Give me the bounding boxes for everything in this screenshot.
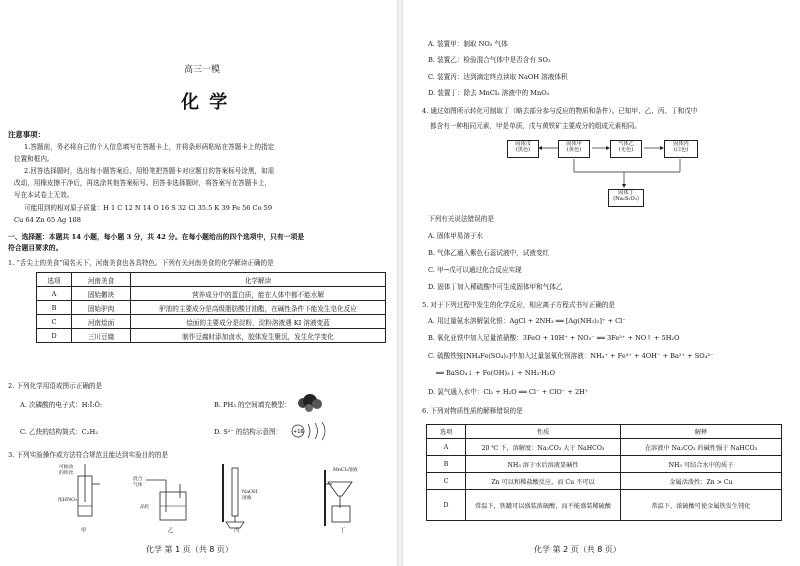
- question-2-option-c: C. 乙炔的结构简式：C₂H₂: [20, 428, 98, 436]
- table-cell: D: [37, 329, 72, 343]
- table-row: [427, 456, 782, 473]
- question-3-option-c: C. 装置丙：达到滴定终点读取 NaOH 溶液体积: [428, 73, 568, 81]
- question-4-prompt: 下列有关说法错误的是: [428, 215, 494, 223]
- apparatus-label: MnCl₂溶液: [333, 468, 358, 473]
- question-1-table: [36, 272, 386, 343]
- question-6-stem: 6. 下列对物质性质的解释错误的是: [422, 407, 523, 415]
- table-cell: C: [427, 473, 466, 490]
- table-row: [427, 473, 782, 490]
- table-header: 化学解读: [131, 273, 386, 287]
- notice-line: 改动，用橡皮擦干净后，再选涂其他答案标号。回答非选择题时，将答案写在答题卡上，: [14, 179, 272, 187]
- table-cell: 三川豆腐: [72, 329, 131, 343]
- table-row: [37, 287, 386, 301]
- notice-line: 1.答题前，务必将自己的个人信息填写在答题卡上，并将条形码粘贴在答题卡上的指定: [24, 143, 275, 151]
- table-header: 性质: [466, 425, 621, 439]
- question-4-stem: 4. 通过如图所示转化可制取丁（略去部分参与反应的物质和条件）。已知甲、乙、丙、丁和戊中: [422, 107, 698, 115]
- notice-line: 位置和框内。: [14, 155, 54, 163]
- table-cell: 河南烩面: [72, 315, 131, 329]
- table-row: [427, 490, 782, 521]
- exam-subtitle: 高三一模: [184, 65, 221, 75]
- question-2-stem: 2. 下列化学用语或图示正确的是: [8, 382, 103, 390]
- table-cell: C: [37, 315, 72, 329]
- apparatus-name-jia: 甲: [81, 528, 87, 534]
- section-heading-cont: 符合题目要求的。: [8, 244, 63, 252]
- apparatus-name-yi: 乙: [168, 528, 174, 534]
- table-row: [37, 315, 386, 329]
- experiment-apparatus-figure: [40, 462, 370, 530]
- question-3-option-d: D. 装置丁：除去 MnCl₂ 溶液中的 MnO₂: [428, 89, 550, 97]
- atomic-masses: 可能用到的相对原子质量：H 1 C 12 N 14 O 16 S 32 Cl 35.5 K 39 Fe 56 Co 59: [24, 204, 273, 212]
- flow-box-bing: 固体丙 (白色): [664, 140, 698, 158]
- question-2-option-a: A. 次磷酸的电子式：H:Ï:Ö:: [20, 401, 103, 409]
- apparatus-label: 溶液: [242, 496, 252, 501]
- question-4-option-c: C. 甲→戊可以通过化合反应实现: [428, 266, 522, 274]
- table-cell: NH₃ 可结合水中的质子: [621, 456, 782, 473]
- table-cell: 20 ℃ 下，溶解度：Na₂CO₃ 大于 NaHCO₃: [466, 439, 621, 456]
- question-6-table: [426, 424, 782, 521]
- flow-box-ding: 固体丁 (Na₂S₂O₃): [608, 189, 644, 207]
- question-5-option-c-cont: ══ BaSO₄↓ + Fe(OH)₃↓ + NH₃·H₂O: [436, 369, 555, 377]
- table-cell: 金属活泼性：Zn > Cu: [621, 473, 782, 490]
- table-header: 选项: [37, 273, 72, 287]
- question-5-stem: 5. 对于下列过程中发生的化学反应，相应离子方程式书写正确的是: [422, 301, 616, 309]
- question-5-option-c: C. 硫酸铁铵[NH₄Fe(SO₄)₂]中加入过量氢氧化钡溶液：NH₄⁺ + Fe³⁺ + 4OH⁻ + Ba²⁺ + SO₄²⁻: [428, 352, 714, 360]
- flow-box-jia: 固体甲 (黄色): [558, 140, 590, 158]
- apparatus-name-bing: 丙: [234, 528, 240, 534]
- page-footer: 化学 第 2 页（共 8 页）: [534, 545, 621, 554]
- table-row: [37, 329, 386, 343]
- question-2-option-d: D. S²⁻ 的结构示意图：: [214, 428, 283, 436]
- exam-title: 化 学: [181, 92, 230, 113]
- table-header: 选项: [427, 425, 466, 439]
- question-1-stem: 1. “舌尖上的美食”闻名天下，河南美食也各具特色。下列有关河南美食的化学解读正确的是: [8, 259, 274, 267]
- page-footer: 化学 第 1 页（共 8 页）: [146, 545, 233, 554]
- apparatus-label: 浓HNO₃: [58, 498, 78, 503]
- question-4-stem-cont: 都含有一种相同元素，甲是单质，戊与黄铁矿主要成分的组成元素相同。: [430, 122, 641, 130]
- apparatus-label: 混合: [133, 477, 143, 482]
- notice-line: 写在本试卷上无效。: [14, 191, 74, 199]
- table-cell: A: [427, 439, 466, 456]
- question-4-option-a: A. 固体甲易溶于水: [428, 232, 484, 240]
- table-cell: A: [37, 287, 72, 301]
- table-header: 河南美食: [72, 273, 131, 287]
- table-cell: B: [427, 456, 466, 473]
- page-fold: [397, 0, 403, 566]
- notice-heading: 注意事项：: [8, 130, 45, 139]
- question-4-option-b: B. 气体乙通入紫色石蕊试液中，试液变红: [428, 249, 550, 257]
- table-header: 解释: [621, 425, 782, 439]
- table-cell: 烩面的主要成分是淀粉，淀粉溶液遇 KI 溶液变蓝: [131, 315, 386, 329]
- question-3-stem: 3. 下列实验操作或方法符合规范且能达到实验目的的是: [8, 451, 169, 459]
- table-cell: 驴油的主要成分是高级脂肪酸甘油酯，在碱性条件下能发生皂化反应: [131, 301, 386, 315]
- notice-line: 2.回答选择题时，选出每小题答案后，用铅笔把答题卡对应题目的答案标号涂黑，如需: [24, 167, 275, 175]
- exam-page-1: [0, 0, 396, 566]
- question-3-option-b: B. 装置乙：检验混合气体中是否含有 SO₂: [428, 56, 551, 64]
- question-5-option-a: A. 用过量氨水溶解氯化银：AgCl + 2NH₃ ══ [Ag(NH₃)₂]⁺ + Cl⁻: [428, 317, 626, 325]
- table-cell: D: [427, 490, 466, 521]
- question-4-option-d: D. 固体丁加入稀硫酸中可生成固体甲和气体乙: [428, 283, 563, 291]
- question-5-option-b: B. 氧化亚铁中加入足量浓硝酸：3FeO + 10H⁺ + NO₃⁻ ══ 3Fe³⁺ + NO↑ + 5H₂O: [428, 334, 680, 342]
- table-cell: 在溶液中 Na₂CO₃ 的碱性强于 NaHCO₃: [621, 439, 782, 456]
- apparatus-label: NaOH: [242, 490, 258, 495]
- apparatus-label: 的铁丝: [59, 471, 74, 476]
- table-row: [37, 301, 386, 315]
- flow-box-yi: 气体乙 (无色): [610, 140, 642, 158]
- table-cell: 营养成分中的蛋白质，能在人体中都不能水解: [131, 287, 386, 301]
- question-2-option-b: B. PH₃ 的空间填充模型：: [214, 401, 291, 409]
- exam-page-2: [404, 0, 800, 566]
- question-3-option-a: A. 装置甲：制取 NO₂ 气体: [428, 40, 508, 48]
- table-cell: NH₃ 溶于水后溶液显碱性: [466, 456, 621, 473]
- apparatus-name-ding: 丁: [340, 528, 346, 534]
- table-cell: 常温下，铁罐可以盛装浓硫酸，而不能盛装稀硫酸: [466, 490, 621, 521]
- table-cell: 常温下，浓硫酸可使金属铁发生钝化: [621, 490, 782, 521]
- apparatus-label: 气体: [133, 483, 143, 488]
- ph3-space-filling-model: [293, 392, 323, 412]
- apparatus-label: 可抽动: [59, 465, 74, 470]
- s2-ion-structure-diagram: [290, 421, 332, 441]
- table-cell: B: [37, 301, 72, 315]
- question-5-option-d: D. 氯气通入水中：Cl₂ + H₂O ══ Cl⁻ + ClO⁻ + 2H⁺: [428, 388, 589, 396]
- apparatus-label: 品红: [140, 505, 150, 510]
- table-cell: 制作豆腐时添加卤水，胶体发生聚沉，发生化学变化: [131, 329, 386, 343]
- atomic-masses: Cu 64 Zn 65 Ag 108: [14, 216, 81, 224]
- table-cell: 固始鹅块: [72, 287, 131, 301]
- table-cell: 固始驴肉: [72, 301, 131, 315]
- table-cell: Zn 可以和稀盐酸反应，而 Cu 不可以: [466, 473, 621, 490]
- table-row: [427, 439, 782, 456]
- section-heading: 一、选择题：本题共 14 小题，每小题 3 分，共 42 分。在每小题给出的四个选项中，只有一项是: [8, 233, 305, 241]
- svg-text:+16: +16: [293, 429, 304, 435]
- flow-box-wu: 固体戊 (黑色): [507, 140, 539, 158]
